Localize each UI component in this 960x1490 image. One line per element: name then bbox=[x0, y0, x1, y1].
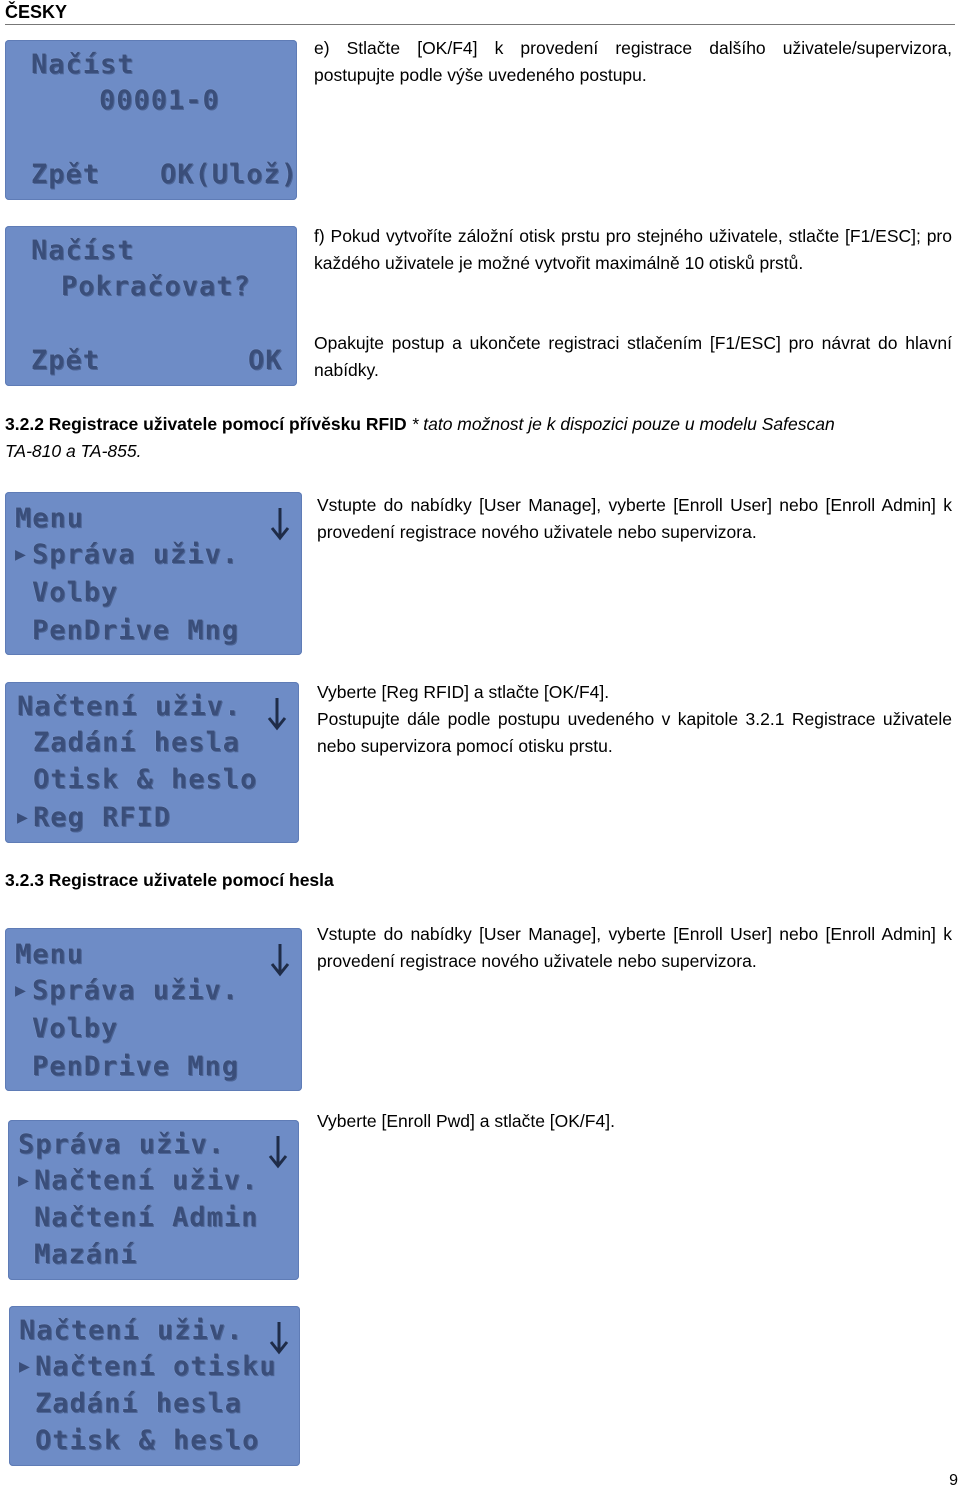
page-number: 9 bbox=[949, 1472, 958, 1489]
lcd-item: PenDrive Mng bbox=[32, 615, 240, 646]
lcd-line: 00001-0 bbox=[99, 85, 220, 116]
lcd-item: Správa uživ. bbox=[32, 975, 240, 1006]
lcd-line: Načíst bbox=[31, 49, 135, 80]
lcd-item: Volby bbox=[32, 1013, 119, 1044]
step-f-text: f) Pokud vytvoříte záložní otisk prstu pro stejného uživatele, stlačte [F1/ESC]; pro každého uživatele je možné vytvořit maximálně 10 otisků prstů. bbox=[314, 226, 952, 273]
lcd-screen-enroll-user bbox=[9, 1306, 300, 1466]
lcd-line: Načíst bbox=[31, 235, 135, 266]
lcd-item: Načtení Admin bbox=[34, 1202, 259, 1233]
lcd-screen-user-manage bbox=[8, 1120, 299, 1280]
language-header: ČESKY bbox=[5, 2, 68, 22]
header-divider bbox=[5, 24, 955, 25]
lcd-item: Mazání bbox=[34, 1239, 138, 1270]
lcd-item: Načtení otisku bbox=[35, 1351, 277, 1382]
step-e-text: e) Stlačte [OK/F4] k provedení registrace dalšího uživatele/supervizora, postupujte podle výše uvedeného postupu. bbox=[314, 38, 952, 85]
lcd-item: Volby bbox=[32, 577, 119, 608]
lcd-item: Zadání hesla bbox=[35, 1388, 243, 1419]
pointer-triangle-icon: ▶ bbox=[15, 544, 26, 565]
down-arrow-icon bbox=[264, 696, 290, 732]
lcd-title: Načtení uživ. bbox=[19, 1315, 244, 1346]
lcd-screen-menu bbox=[5, 928, 302, 1091]
lcd-title: Načtení uživ. bbox=[17, 691, 242, 722]
section-heading-3-2-3: 3.2.3 Registrace uživatele pomocí hesla bbox=[5, 870, 334, 890]
section-322-p2-line2: Postupujte dále podle postupu uvedeného v kapitole 3.2.1 Registrace uživatele nebo supervizora pomocí otisku prstu. bbox=[317, 709, 952, 756]
down-arrow-icon bbox=[265, 1134, 291, 1170]
lcd-line: Pokračovat? bbox=[61, 271, 251, 302]
repeat-text: Opakujte postup a ukončete registraci stlačením [F1/ESC] pro návrat do hlavní nabídky. bbox=[314, 333, 952, 380]
lcd-screen-menu bbox=[5, 492, 302, 655]
section-note-cont: TA-810 a TA-855. bbox=[5, 441, 142, 461]
pointer-triangle-icon: ▶ bbox=[18, 1170, 29, 1191]
lcd-title: Menu bbox=[15, 939, 85, 970]
lcd-screen-continue bbox=[5, 226, 297, 386]
down-arrow-icon bbox=[267, 506, 293, 542]
lcd-item: PenDrive Mng bbox=[32, 1051, 240, 1082]
pointer-triangle-icon: ▶ bbox=[17, 807, 28, 828]
down-arrow-icon bbox=[266, 1320, 292, 1356]
pointer-triangle-icon: ▶ bbox=[19, 1356, 30, 1377]
down-arrow-icon bbox=[267, 942, 293, 978]
lcd-softkey-right: OK bbox=[248, 345, 283, 376]
lcd-title: Menu bbox=[15, 503, 85, 534]
lcd-item: Otisk & heslo bbox=[33, 764, 258, 795]
lcd-item: Zadání hesla bbox=[33, 727, 241, 758]
lcd-screen-enroll-user bbox=[5, 682, 299, 843]
lcd-softkey-right: OK(Ulož) bbox=[160, 159, 299, 190]
lcd-item: Reg RFID bbox=[33, 802, 172, 833]
lcd-softkey-left: Zpět bbox=[31, 159, 101, 190]
lcd-item: Otisk & heslo bbox=[35, 1425, 260, 1456]
lcd-softkey-left: Zpět bbox=[31, 345, 101, 376]
lcd-title: Správa uživ. bbox=[18, 1129, 226, 1160]
section-323-p1: Vstupte do nabídky [User Manage], vyberte [Enroll User] nebo [Enroll Admin] k provedení registrace nového uživatele nebo supervizora. bbox=[317, 924, 952, 971]
section-323-p2: Vyberte [Enroll Pwd] a stlačte [OK/F4]. bbox=[317, 1111, 615, 1131]
lcd-item: Načtení uživ. bbox=[34, 1165, 259, 1196]
section-heading-3-2-2: 3.2.2 Registrace uživatele pomocí přívěsku RFID * tato možnost je k dispozici pouze u modelu Safescan bbox=[5, 414, 835, 434]
section-322-p2-line1: Vyberte [Reg RFID] a stlačte [OK/F4]. bbox=[317, 682, 610, 702]
pointer-triangle-icon: ▶ bbox=[15, 980, 26, 1001]
lcd-screen-save bbox=[5, 40, 297, 200]
lcd-item: Správa uživ. bbox=[32, 539, 240, 570]
section-322-p1: Vstupte do nabídky [User Manage], vyberte [Enroll User] nebo [Enroll Admin] k provedení registrace nového uživatele nebo supervizora. bbox=[317, 495, 952, 542]
